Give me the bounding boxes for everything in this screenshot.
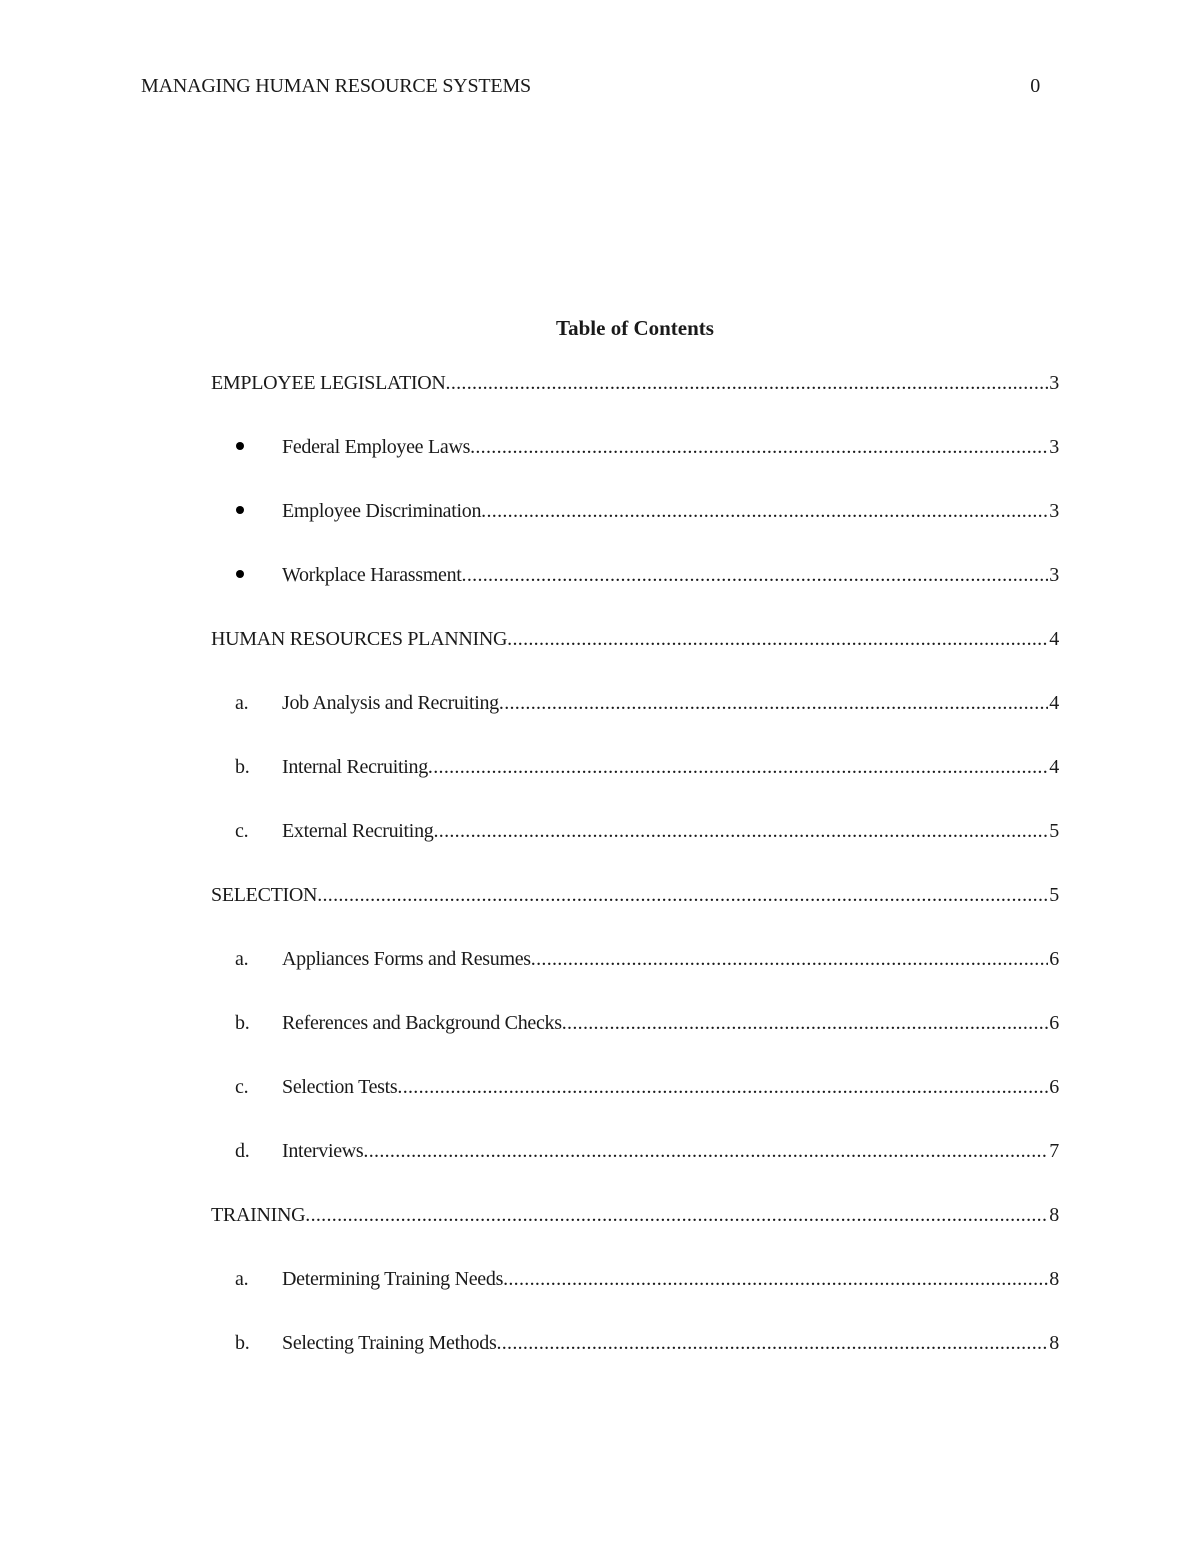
toc-entry-title: Employee Discrimination: [282, 500, 482, 522]
toc-entry-page-number: 3: [1049, 436, 1059, 458]
toc-entry-page-number: 6: [1049, 1076, 1059, 1098]
toc-entry-marker: a.: [235, 692, 249, 714]
toc-dot-leader: [503, 1265, 1048, 1293]
toc-entry[interactable]: [211, 1201, 1059, 1265]
toc-entry-page-number: 7: [1049, 1140, 1059, 1162]
toc-entry-title: Workplace Harassment: [282, 564, 462, 586]
toc-dot-leader: [433, 817, 1048, 845]
running-head: [141, 72, 1040, 100]
toc-entry-page-number: 3: [1049, 372, 1059, 394]
toc-dot-leader: [507, 625, 1048, 653]
toc-entry-marker: d.: [235, 1140, 250, 1162]
toc-entry-page-number: 8: [1049, 1204, 1059, 1226]
toc-entry[interactable]: [211, 1073, 1059, 1137]
toc-entry-page-number: 3: [1049, 564, 1059, 586]
toc-entry-marker: c.: [235, 1076, 249, 1098]
toc-entry[interactable]: [211, 1265, 1059, 1329]
toc-entry[interactable]: [211, 1137, 1059, 1201]
bullet-icon: [211, 497, 282, 525]
toc-entry-marker: b.: [235, 756, 250, 778]
toc-entry-title: Federal Employee Laws: [282, 436, 471, 458]
toc-entry[interactable]: [211, 1009, 1059, 1073]
toc-entry-page-number: 8: [1049, 1268, 1059, 1290]
toc-entry[interactable]: [211, 689, 1059, 753]
toc-entry-page-number: 3: [1049, 500, 1059, 522]
running-head-title: MANAGING HUMAN RESOURCE SYSTEMS: [141, 75, 531, 97]
toc-entry-title: Appliances Forms and Resumes: [282, 948, 531, 970]
toc-entry[interactable]: [211, 753, 1059, 817]
toc-entry-title: Job Analysis and Recruiting: [282, 692, 499, 714]
toc-dot-leader: [481, 497, 1048, 525]
table-of-contents: [211, 369, 1059, 1393]
toc-dot-leader: [499, 689, 1048, 717]
toc-entry-title: EMPLOYEE LEGISLATION: [211, 372, 446, 394]
toc-entry-page-number: 5: [1049, 884, 1059, 906]
toc-entry-title: Determining Training Needs: [282, 1268, 504, 1290]
toc-entry-marker: b.: [235, 1012, 250, 1034]
toc-entry-marker: a.: [235, 948, 249, 970]
toc-dot-leader: [305, 1201, 1048, 1229]
toc-entry-page-number: 6: [1049, 948, 1059, 970]
toc-entry-page-number: 8: [1049, 1332, 1059, 1354]
toc-entry-marker: a.: [235, 1268, 249, 1290]
toc-dot-leader: [397, 1073, 1048, 1101]
toc-entry[interactable]: [211, 369, 1059, 433]
toc-entry[interactable]: [211, 625, 1059, 689]
toc-entry-title: External Recruiting: [282, 820, 434, 842]
toc-entry-title: HUMAN RESOURCES PLANNING: [211, 628, 508, 650]
toc-dot-leader: [470, 433, 1048, 461]
toc-entry-page-number: 4: [1049, 756, 1059, 778]
toc-heading: Table of Contents: [556, 316, 714, 340]
bullet-icon: [211, 433, 282, 461]
toc-dot-leader: [428, 753, 1048, 781]
toc-entry[interactable]: [211, 561, 1059, 625]
toc-entry[interactable]: [211, 817, 1059, 881]
toc-dot-leader: [462, 561, 1049, 589]
toc-entry-title: TRAINING: [211, 1204, 306, 1226]
toc-entry[interactable]: [211, 881, 1059, 945]
toc-dot-leader: [363, 1137, 1048, 1165]
toc-dot-leader: [496, 1329, 1048, 1357]
toc-entry-title: Selection Tests: [282, 1076, 398, 1098]
toc-entry-page-number: 5: [1049, 820, 1059, 842]
toc-entry-marker: c.: [235, 820, 249, 842]
toc-entry-title: Interviews: [282, 1140, 364, 1162]
running-head-page-number: 0: [1030, 75, 1040, 97]
toc-dot-leader: [317, 881, 1048, 909]
toc-entry-title: Selecting Training Methods: [282, 1332, 497, 1354]
toc-entry[interactable]: [211, 433, 1059, 497]
toc-dot-leader: [562, 1009, 1049, 1037]
toc-entry[interactable]: [211, 945, 1059, 1009]
bullet-icon: [211, 561, 282, 589]
toc-entry-page-number: 4: [1049, 628, 1059, 650]
toc-entry-title: Internal Recruiting: [282, 756, 428, 778]
toc-entry[interactable]: [211, 497, 1059, 561]
toc-entry-page-number: 4: [1049, 692, 1059, 714]
toc-entry-title: SELECTION: [211, 884, 318, 906]
toc-dot-leader: [531, 945, 1049, 973]
toc-entry-marker: b.: [235, 1332, 250, 1354]
toc-entry-page-number: 6: [1049, 1012, 1059, 1034]
toc-entry-title: References and Background Checks: [282, 1012, 562, 1034]
toc-dot-leader: [446, 369, 1049, 397]
toc-entry[interactable]: [211, 1329, 1059, 1393]
